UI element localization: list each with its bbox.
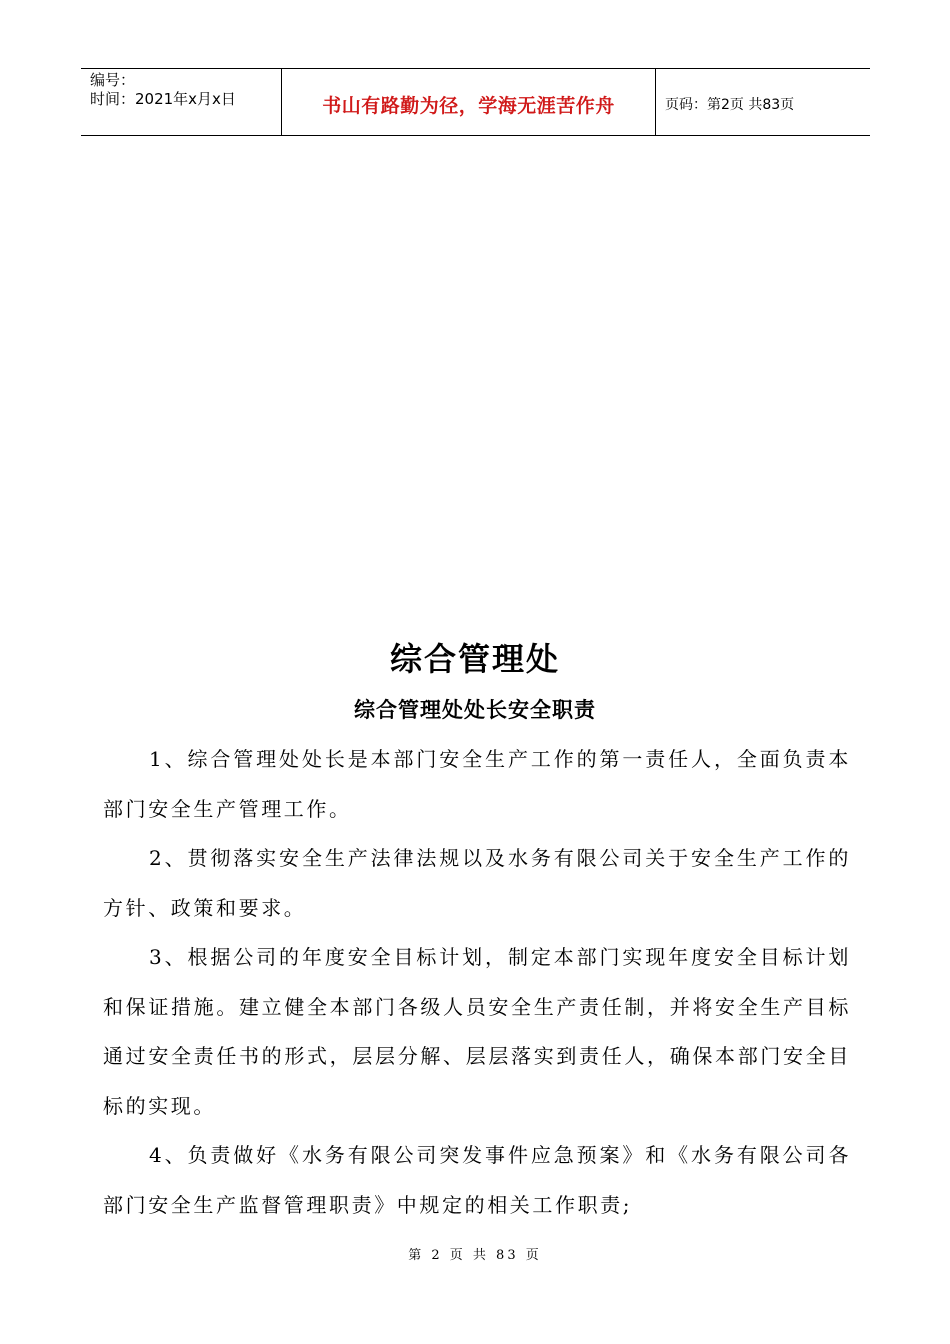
header-page-info [656,71,870,137]
header-page-number: 页码：第2页 共83页 [665,97,795,113]
paragraph: 1、综合管理处处长是本部门安全生产工作的第一责任人，全面负责本部门安全生产管理工作。 [103,747,851,821]
section-title: 综合管理处处长安全职责 [354,698,596,722]
header-motto-cell [281,69,656,135]
paragraph: 2、贯彻落实安全生产法律法规以及水务有限公司关于安全生产工作的方针、政策和要求。 [103,846,851,920]
paragraph: 4、负责做好《水务有限公司突发事件应急预案》和《水务有限公司各部门安全生产监督管理职责》中规定的相关工作职责; [103,1143,851,1217]
page-footer: 第 2 页 共 83 页 [408,1248,542,1263]
document-body [103,735,851,1230]
document-title: 综合管理处 [389,640,560,678]
paragraph: 3、根据公司的年度安全目标计划，制定本部门实现年度安全目标计划和保证措施。建立健全本部门各级人员安全生产责任制，并将安全生产目标通过安全责任书的形式，层层分解、层层落实到责任人，确保本部门安全目标的实现。 [103,945,851,1118]
document-date-label: 时间：2021年x月x日 [90,90,236,108]
document-header [81,68,870,136]
header-meta [81,69,281,135]
document-number-label: 编号： [90,71,136,89]
header-motto: 书山有路勤为径，学海无涯苦作舟 [322,94,615,117]
